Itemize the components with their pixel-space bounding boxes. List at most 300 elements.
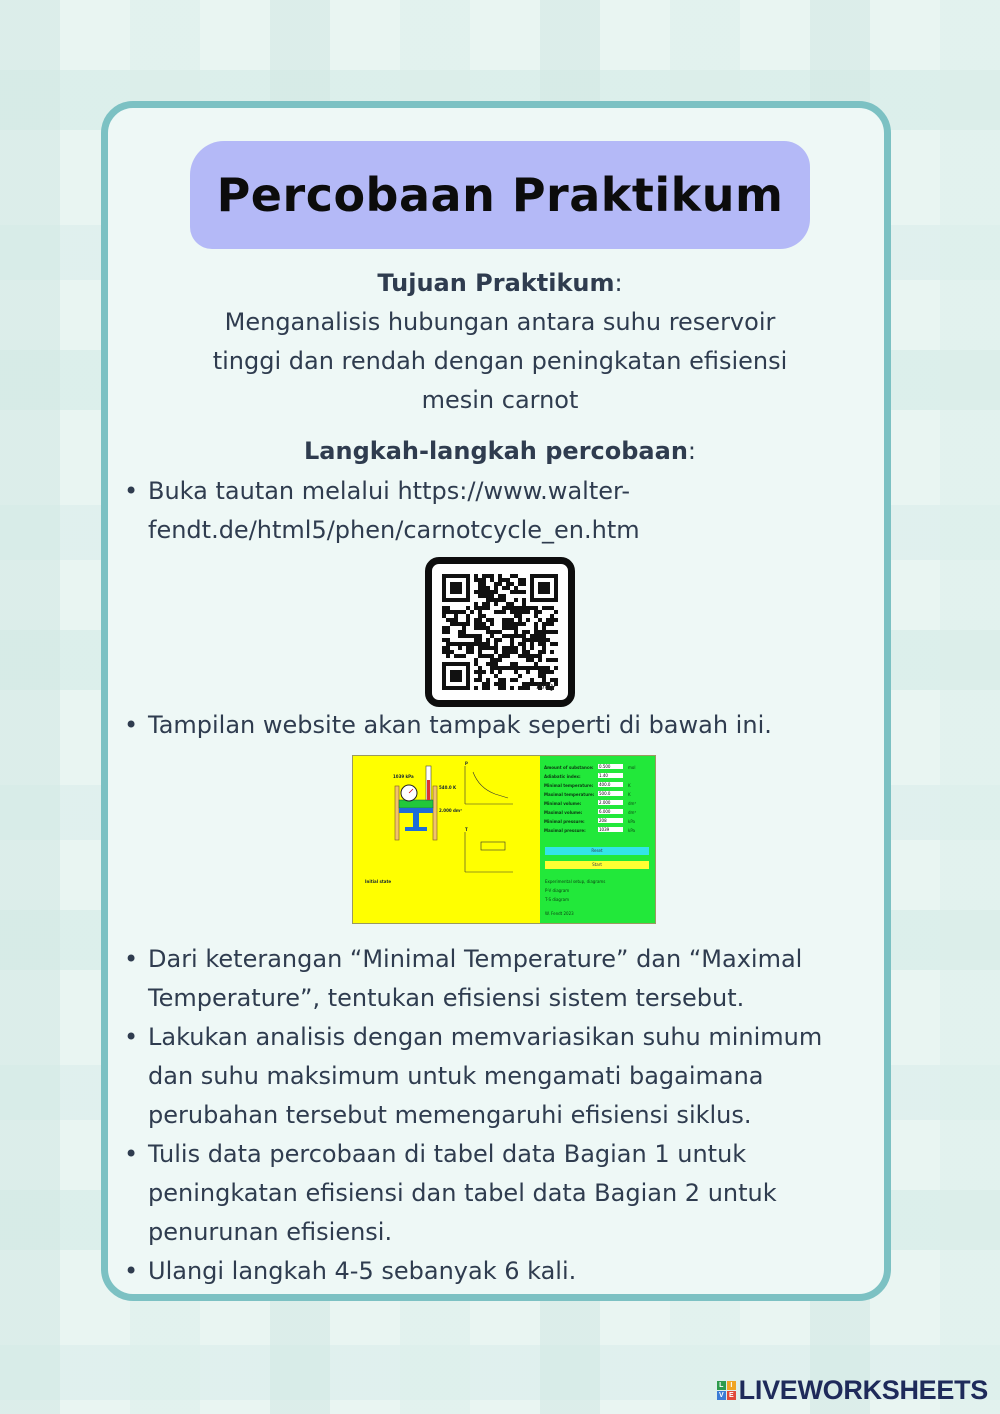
qr-module xyxy=(490,662,494,666)
qr-module xyxy=(474,602,478,606)
qr-module xyxy=(550,630,554,634)
qr-finder xyxy=(450,582,462,594)
qr-module xyxy=(446,646,450,650)
field-unit: K xyxy=(628,783,631,788)
qr-module xyxy=(486,602,490,606)
qr-module xyxy=(502,610,506,614)
qr-module xyxy=(530,642,534,646)
logo-mark-icon xyxy=(717,1381,736,1400)
step-item xyxy=(120,1135,860,1252)
qr-module xyxy=(470,646,474,650)
qr-module xyxy=(458,642,462,646)
qr-module xyxy=(502,626,506,630)
qr-module xyxy=(546,638,550,642)
qr-module xyxy=(490,594,494,598)
qr-module xyxy=(510,686,514,690)
qr-module xyxy=(458,630,462,634)
qr-module xyxy=(490,658,494,662)
qr-module xyxy=(546,658,550,662)
qr-module xyxy=(478,606,482,610)
qr-module xyxy=(490,630,494,634)
qr-module xyxy=(478,634,482,638)
objective-heading-colon: : xyxy=(614,269,623,297)
qr-module xyxy=(538,658,542,662)
qr-module xyxy=(486,642,490,646)
qr-module xyxy=(514,614,518,618)
qr-module xyxy=(542,606,546,610)
qr-module xyxy=(510,678,514,682)
step-line: • Tampilan website akan tampak seperti di bawah ini. xyxy=(148,711,772,739)
qr-module xyxy=(474,670,478,674)
qr-module xyxy=(542,674,546,678)
qr-module xyxy=(502,650,506,654)
qr-module xyxy=(442,650,446,654)
objective-heading-text: Tujuan Praktikum xyxy=(377,269,615,297)
qr-module xyxy=(462,642,466,646)
qr-module xyxy=(506,650,510,654)
qr-module xyxy=(546,670,550,674)
qr-module xyxy=(502,618,506,622)
qr-module xyxy=(498,598,502,602)
qr-module xyxy=(514,670,518,674)
qr-module xyxy=(506,582,510,586)
qr-module xyxy=(498,582,502,586)
qr-module xyxy=(450,622,454,626)
qr-module xyxy=(510,634,514,638)
qr-module xyxy=(490,670,494,674)
qr-module xyxy=(534,622,538,626)
qr-module xyxy=(474,658,478,662)
qr-module xyxy=(478,586,482,590)
qr-module xyxy=(510,618,514,622)
qr-module xyxy=(474,578,478,582)
field-label: Maximal pressure: xyxy=(544,828,586,833)
qr-module xyxy=(478,614,482,618)
qr-module xyxy=(510,590,514,594)
qr-module xyxy=(486,654,490,658)
qr-module xyxy=(446,610,450,614)
step-line: penurunan efisiensi. xyxy=(148,1218,393,1246)
qr-module xyxy=(554,642,558,646)
qr-module xyxy=(478,618,482,622)
qr-module xyxy=(482,622,486,626)
qr-module xyxy=(514,650,518,654)
qr-module xyxy=(514,598,518,602)
qr-module xyxy=(490,574,494,578)
qr-module xyxy=(510,626,514,630)
step-item xyxy=(120,1018,860,1135)
qr-module xyxy=(530,682,534,686)
qr-module xyxy=(494,638,498,642)
qr-module xyxy=(510,606,514,610)
qr-module xyxy=(518,582,522,586)
simulation-screenshot xyxy=(352,755,656,924)
qr-module xyxy=(538,650,542,654)
qr-module xyxy=(494,586,498,590)
qr-module xyxy=(478,582,482,586)
qr-module xyxy=(478,626,482,630)
qr-module xyxy=(462,630,466,634)
field-value[interactable]: 500.0 xyxy=(598,791,623,796)
qr-module xyxy=(522,602,526,606)
qr-module xyxy=(550,618,554,622)
qr-module xyxy=(538,618,542,622)
qr-module xyxy=(506,622,510,626)
qr-module xyxy=(542,646,546,650)
qr-module xyxy=(518,654,522,658)
qr-module xyxy=(506,634,510,638)
qr-module xyxy=(478,666,482,670)
qr-module xyxy=(518,610,522,614)
qr-module xyxy=(458,654,462,658)
qr-module xyxy=(522,666,526,670)
step-item xyxy=(120,1252,860,1291)
field-value[interactable]: 0.500 xyxy=(598,764,623,769)
qr-module xyxy=(474,686,478,690)
step-line: • Ulangi langkah 4-5 sebanyak 6 kali. xyxy=(148,1257,577,1285)
qr-module xyxy=(518,622,522,626)
qr-module xyxy=(458,622,462,626)
qr-module xyxy=(474,678,478,682)
qr-module xyxy=(478,674,482,678)
qr-module xyxy=(510,666,514,670)
qr-module xyxy=(474,574,478,578)
qr-module xyxy=(486,662,490,666)
field-unit: dm³ xyxy=(628,810,637,815)
qr-module xyxy=(546,630,550,634)
qr-module xyxy=(446,654,450,658)
qr-module xyxy=(498,658,502,662)
reset-button[interactable]: Reset xyxy=(545,847,649,855)
title-banner xyxy=(190,141,810,249)
qr-module xyxy=(526,686,530,690)
qr-module xyxy=(546,618,550,622)
qr-module xyxy=(510,638,514,642)
qr-module xyxy=(474,642,478,646)
qr-module xyxy=(482,594,486,598)
piston-diagram xyxy=(353,756,540,923)
qr-module xyxy=(526,654,530,658)
qr-module xyxy=(470,634,474,638)
qr-module xyxy=(478,642,482,646)
qr-module xyxy=(494,682,498,686)
qr-module xyxy=(518,634,522,638)
qr-module xyxy=(478,622,482,626)
qr-module xyxy=(466,606,470,610)
qr-module xyxy=(482,670,486,674)
qr-module xyxy=(542,666,546,670)
qr-module xyxy=(526,610,530,614)
field-label: Maximal temperature: xyxy=(544,792,595,797)
qr-module xyxy=(498,578,502,582)
logo-letter: I xyxy=(727,1381,736,1390)
credit-label: W. Fendt 2023 xyxy=(545,911,574,916)
qr-module xyxy=(506,666,510,670)
qr-module xyxy=(446,650,450,654)
qr-module xyxy=(450,642,454,646)
pressure-readout: 1039 kPa xyxy=(393,774,414,779)
qr-module xyxy=(554,658,558,662)
qr-module xyxy=(550,622,554,626)
qr-module xyxy=(442,646,446,650)
qr-module xyxy=(514,606,518,610)
field-label: Minimal pressure: xyxy=(544,819,585,824)
step-line: fendt.de/html5/phen/carnotcycle_en.htm xyxy=(148,516,640,544)
field-value[interactable]: 2.000 xyxy=(598,800,623,805)
qr-module xyxy=(542,670,546,674)
radio-option[interactable]: P-V diagram xyxy=(545,888,570,893)
qr-brand-label: bitly xyxy=(536,682,556,692)
qr-module xyxy=(526,666,530,670)
qr-module xyxy=(530,678,534,682)
qr-module xyxy=(510,646,514,650)
qr-module xyxy=(514,630,518,634)
steps-list-part-2 xyxy=(120,706,860,745)
field-value[interactable]: 6.000 xyxy=(598,809,623,814)
qr-module xyxy=(522,650,526,654)
start-button[interactable]: Start xyxy=(545,861,649,869)
qr-code[interactable] xyxy=(425,557,575,707)
field-value[interactable]: 208 xyxy=(598,818,623,823)
qr-module xyxy=(494,610,498,614)
qr-module xyxy=(498,654,502,658)
qr-module xyxy=(514,626,518,630)
qr-module xyxy=(446,642,450,646)
qr-module xyxy=(518,674,522,678)
qr-module xyxy=(502,622,506,626)
qr-module xyxy=(482,578,486,582)
qr-module xyxy=(534,634,538,638)
qr-module xyxy=(442,606,446,610)
field-value[interactable]: 1039 xyxy=(598,827,623,832)
step-line: • Lakukan analisis dengan memvariasikan suhu minimum xyxy=(148,1023,823,1051)
qr-module xyxy=(514,662,518,666)
qr-module xyxy=(522,634,526,638)
qr-module xyxy=(546,606,550,610)
field-value[interactable]: 1.40 xyxy=(598,773,623,778)
qr-module xyxy=(486,678,490,682)
qr-module xyxy=(442,626,446,630)
field-label: Maximal volume: xyxy=(544,810,583,815)
qr-module xyxy=(474,590,478,594)
qr-module xyxy=(490,578,494,582)
qr-module xyxy=(522,582,526,586)
objective-line: mesin carnot xyxy=(421,386,579,414)
qr-module xyxy=(486,594,490,598)
qr-module xyxy=(494,582,498,586)
qr-module xyxy=(494,674,498,678)
qr-module xyxy=(506,578,510,582)
qr-module xyxy=(474,622,478,626)
step-line: peningkatan efisiensi dan tabel data Bagian 2 untuk xyxy=(148,1179,777,1207)
qr-module xyxy=(494,646,498,650)
qr-module xyxy=(522,622,526,626)
qr-module xyxy=(534,666,538,670)
qr-module xyxy=(538,654,542,658)
qr-module xyxy=(518,578,522,582)
qr-module xyxy=(474,618,478,622)
qr-module xyxy=(454,610,458,614)
axis-t-label: T xyxy=(465,827,468,832)
liveworksheets-logo[interactable] xyxy=(717,1375,988,1406)
field-label: Adiabatic index: xyxy=(544,774,581,779)
qr-module xyxy=(446,618,450,622)
field-unit: kPa xyxy=(628,828,635,833)
qr-module xyxy=(530,646,534,650)
objective-heading xyxy=(170,264,830,303)
qr-module xyxy=(498,574,502,578)
qr-module xyxy=(526,658,530,662)
qr-module xyxy=(530,654,534,658)
qr-module xyxy=(478,670,482,674)
radio-option[interactable]: T-S diagram xyxy=(545,897,569,902)
qr-module xyxy=(478,590,482,594)
qr-module xyxy=(510,622,514,626)
qr-module xyxy=(518,618,522,622)
qr-module xyxy=(534,614,538,618)
qr-module xyxy=(478,610,482,614)
qr-module xyxy=(490,634,494,638)
qr-module xyxy=(506,606,510,610)
steps-list-part-1 xyxy=(120,472,860,550)
qr-module xyxy=(526,650,530,654)
qr-module xyxy=(506,586,510,590)
qr-module xyxy=(522,598,526,602)
qr-module xyxy=(534,662,538,666)
qr-module xyxy=(454,622,458,626)
qr-module xyxy=(482,642,486,646)
qr-module xyxy=(514,574,518,578)
qr-module xyxy=(494,590,498,594)
qr-module xyxy=(462,654,466,658)
qr-module xyxy=(522,642,526,646)
qr-module xyxy=(482,574,486,578)
radio-option[interactable]: Experimental setup, diagrams xyxy=(545,879,606,884)
qr-module xyxy=(510,602,514,606)
qr-module xyxy=(454,654,458,658)
qr-module xyxy=(510,574,514,578)
qr-module xyxy=(498,678,502,682)
qr-module xyxy=(478,594,482,598)
simulation-control-panel xyxy=(540,756,655,923)
qr-module xyxy=(486,630,490,634)
steps-heading-text: Langkah-langkah percobaan xyxy=(304,437,688,465)
steps-list-part-3 xyxy=(120,940,860,1291)
qr-module xyxy=(542,638,546,642)
qr-module xyxy=(542,650,546,654)
qr-module xyxy=(498,638,502,642)
qr-module xyxy=(494,662,498,666)
qr-module xyxy=(494,658,498,662)
qr-module xyxy=(490,618,494,622)
qr-module xyxy=(542,626,546,630)
qr-module xyxy=(490,590,494,594)
qr-module xyxy=(538,666,542,670)
qr-module xyxy=(506,654,510,658)
qr-module xyxy=(442,614,446,618)
qr-module xyxy=(534,638,538,642)
qr-module xyxy=(446,630,450,634)
qr-module xyxy=(550,670,554,674)
step-item xyxy=(120,940,860,1018)
qr-module xyxy=(498,594,502,598)
qr-module xyxy=(462,634,466,638)
step-line: Temperature”, tentukan efisiensi sistem tersebut. xyxy=(148,984,745,1012)
logo-letter: V xyxy=(717,1391,726,1400)
qr-module xyxy=(518,614,522,618)
qr-module xyxy=(498,670,502,674)
qr-module xyxy=(454,618,458,622)
qr-module xyxy=(526,638,530,642)
qr-module xyxy=(478,678,482,682)
qr-module xyxy=(458,634,462,638)
qr-module xyxy=(538,610,542,614)
qr-module xyxy=(450,618,454,622)
qr-module xyxy=(514,646,518,650)
steps-heading xyxy=(170,432,830,471)
qr-module xyxy=(534,610,538,614)
qr-module xyxy=(490,598,494,602)
qr-module xyxy=(474,606,478,610)
qr-module xyxy=(446,626,450,630)
qr-module xyxy=(454,642,458,646)
qr-module xyxy=(546,622,550,626)
qr-module xyxy=(514,666,518,670)
qr-module xyxy=(470,642,474,646)
qr-module xyxy=(462,622,466,626)
qr-module xyxy=(514,590,518,594)
qr-module xyxy=(510,650,514,654)
qr-module xyxy=(490,622,494,626)
qr-module xyxy=(486,626,490,630)
qr-module xyxy=(478,646,482,650)
qr-module xyxy=(502,646,506,650)
step-line: • Tulis data percobaan di tabel data Bagian 1 untuk xyxy=(148,1140,747,1168)
qr-module xyxy=(482,582,486,586)
qr-module xyxy=(538,642,542,646)
qr-module xyxy=(502,606,506,610)
field-label: Minimal volume: xyxy=(544,801,582,806)
qr-module xyxy=(518,666,522,670)
field-unit: mol xyxy=(628,765,636,770)
qr-finder xyxy=(538,582,550,594)
qr-module xyxy=(530,638,534,642)
state-label: Initial state xyxy=(365,879,392,884)
field-label: Minimal temperature: xyxy=(544,783,594,788)
qr-module xyxy=(486,646,490,650)
field-value[interactable]: 400.0 xyxy=(598,782,623,787)
qr-module xyxy=(546,666,550,670)
qr-module xyxy=(486,586,490,590)
qr-module xyxy=(502,634,506,638)
qr-module xyxy=(502,682,506,686)
step-line: • Buka tautan melalui https://www.walter- xyxy=(148,477,630,505)
qr-pattern xyxy=(442,574,558,690)
qr-module xyxy=(530,666,534,670)
qr-module xyxy=(482,682,486,686)
field-unit: K xyxy=(628,792,631,797)
qr-module xyxy=(482,626,486,630)
volume-readout: 2.000 dm³ xyxy=(439,808,462,813)
step-line: dan suhu maksimum untuk mengamati bagaimana xyxy=(148,1062,764,1090)
qr-module xyxy=(462,626,466,630)
qr-module xyxy=(510,662,514,666)
qr-module xyxy=(538,630,542,634)
qr-module xyxy=(486,682,490,686)
qr-module xyxy=(518,590,522,594)
qr-module xyxy=(514,678,518,682)
objective-section xyxy=(170,264,830,420)
